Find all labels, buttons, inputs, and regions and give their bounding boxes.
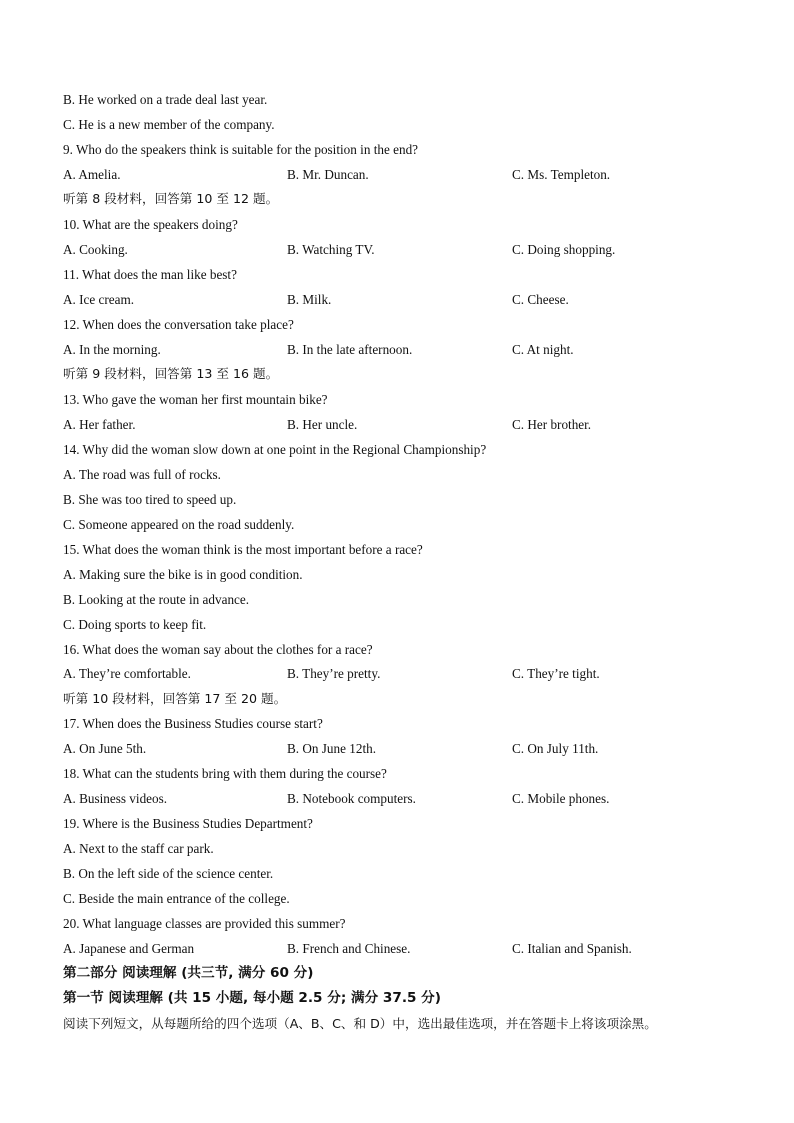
question-18: 18. What can the students bring with them during the course? [63, 766, 387, 781]
option-18b: B. Notebook computers. [287, 791, 416, 806]
option-13b: B. Her uncle. [287, 417, 358, 432]
option-11b: B. Milk. [287, 292, 332, 307]
option-13c: C. Her brother. [512, 417, 592, 432]
section-one-heading: 第一节 阅读理解 (共 15 小题, 每小题 2.5 分; 满分 37.5 分) [63, 990, 441, 1006]
question-17: 17. When does the Business Studies course start? [63, 716, 323, 731]
option-9a: A. Amelia. [63, 167, 121, 182]
option-8c: C. He is a new member of the company. [63, 117, 275, 132]
question-15: 15. What does the woman think is the most important before a race? [63, 542, 423, 557]
option-14b: B. She was too tired to speed up. [63, 492, 237, 507]
option-15c: C. Doing sports to keep fit. [63, 617, 207, 632]
reading-instructions: 阅读下列短文，从每题所给的四个选项（A、B、C、和 D）中，选出最佳选项，并在答题卡上将该项涂黑。 [63, 1016, 657, 1031]
question-20: 20. What language classes are provided this summer? [63, 916, 346, 931]
option-17c: C. On July 11th. [512, 741, 599, 756]
question-16: 16. What does the woman say about the clothes for a race? [63, 642, 373, 657]
question-13: 13. Who gave the woman her first mountain bike? [63, 392, 328, 407]
option-15b: B. Looking at the route in advance. [63, 592, 250, 607]
option-12a: A. In the morning. [63, 342, 161, 357]
question-14: 14. Why did the woman slow down at one point in the Regional Championship? [63, 442, 487, 457]
option-13a: A. Her father. [63, 417, 136, 432]
option-19b: B. On the left side of the science center. [63, 866, 274, 881]
option-20a: A. Japanese and German [63, 941, 195, 956]
option-20c: C. Italian and Spanish. [512, 941, 632, 956]
option-16a: A. They’re comfortable. [63, 666, 191, 681]
option-17b: B. On June 12th. [287, 741, 377, 756]
option-20b: B. French and Chinese. [287, 941, 411, 956]
question-10: 10. What are the speakers doing? [63, 217, 238, 232]
option-8b: B. He worked on a trade deal last year. [63, 92, 268, 107]
option-14c: C. Someone appeared on the road suddenly. [63, 517, 295, 532]
option-14a: A. The road was full of rocks. [63, 467, 221, 482]
option-19c: C. Beside the main entrance of the college. [63, 891, 290, 906]
option-15a: A. Making sure the bike is in good condition. [63, 567, 303, 582]
question-19: 19. Where is the Business Studies Department? [63, 816, 313, 831]
question-11: 11. What does the man like best? [63, 267, 237, 282]
option-9b: B. Mr. Duncan. [287, 167, 369, 182]
question-9: 9. Who do the speakers think is suitable for the position in the end? [63, 142, 419, 157]
option-10b: B. Watching TV. [287, 242, 375, 257]
option-16c: C. They’re tight. [512, 666, 600, 681]
option-9c: C. Ms. Templeton. [512, 167, 611, 182]
question-12: 12. When does the conversation take place? [63, 317, 294, 332]
instruction-section-10: 听第 10 段材料，回答第 17 至 20 题。 [63, 691, 287, 706]
option-11c: C. Cheese. [512, 292, 569, 307]
option-19a: A. Next to the staff car park. [63, 841, 214, 856]
option-12b: B. In the late afternoon. [287, 342, 413, 357]
option-16b: B. They’re pretty. [287, 666, 381, 681]
option-18c: C. Mobile phones. [512, 791, 610, 806]
option-10a: A. Cooking. [63, 242, 128, 257]
instruction-section-8: 听第 8 段材料，回答第 10 至 12 题。 [63, 191, 279, 206]
option-17a: A. On June 5th. [63, 741, 147, 756]
option-10c: C. Doing shopping. [512, 242, 616, 257]
part-two-heading: 第二部分 阅读理解 (共三节, 满分 60 分) [63, 965, 314, 981]
option-18a: A. Business videos. [63, 791, 168, 806]
option-12c: C. At night. [512, 342, 574, 357]
instruction-section-9: 听第 9 段材料，回答第 13 至 16 题。 [63, 366, 279, 381]
option-11a: A. Ice cream. [63, 292, 135, 307]
